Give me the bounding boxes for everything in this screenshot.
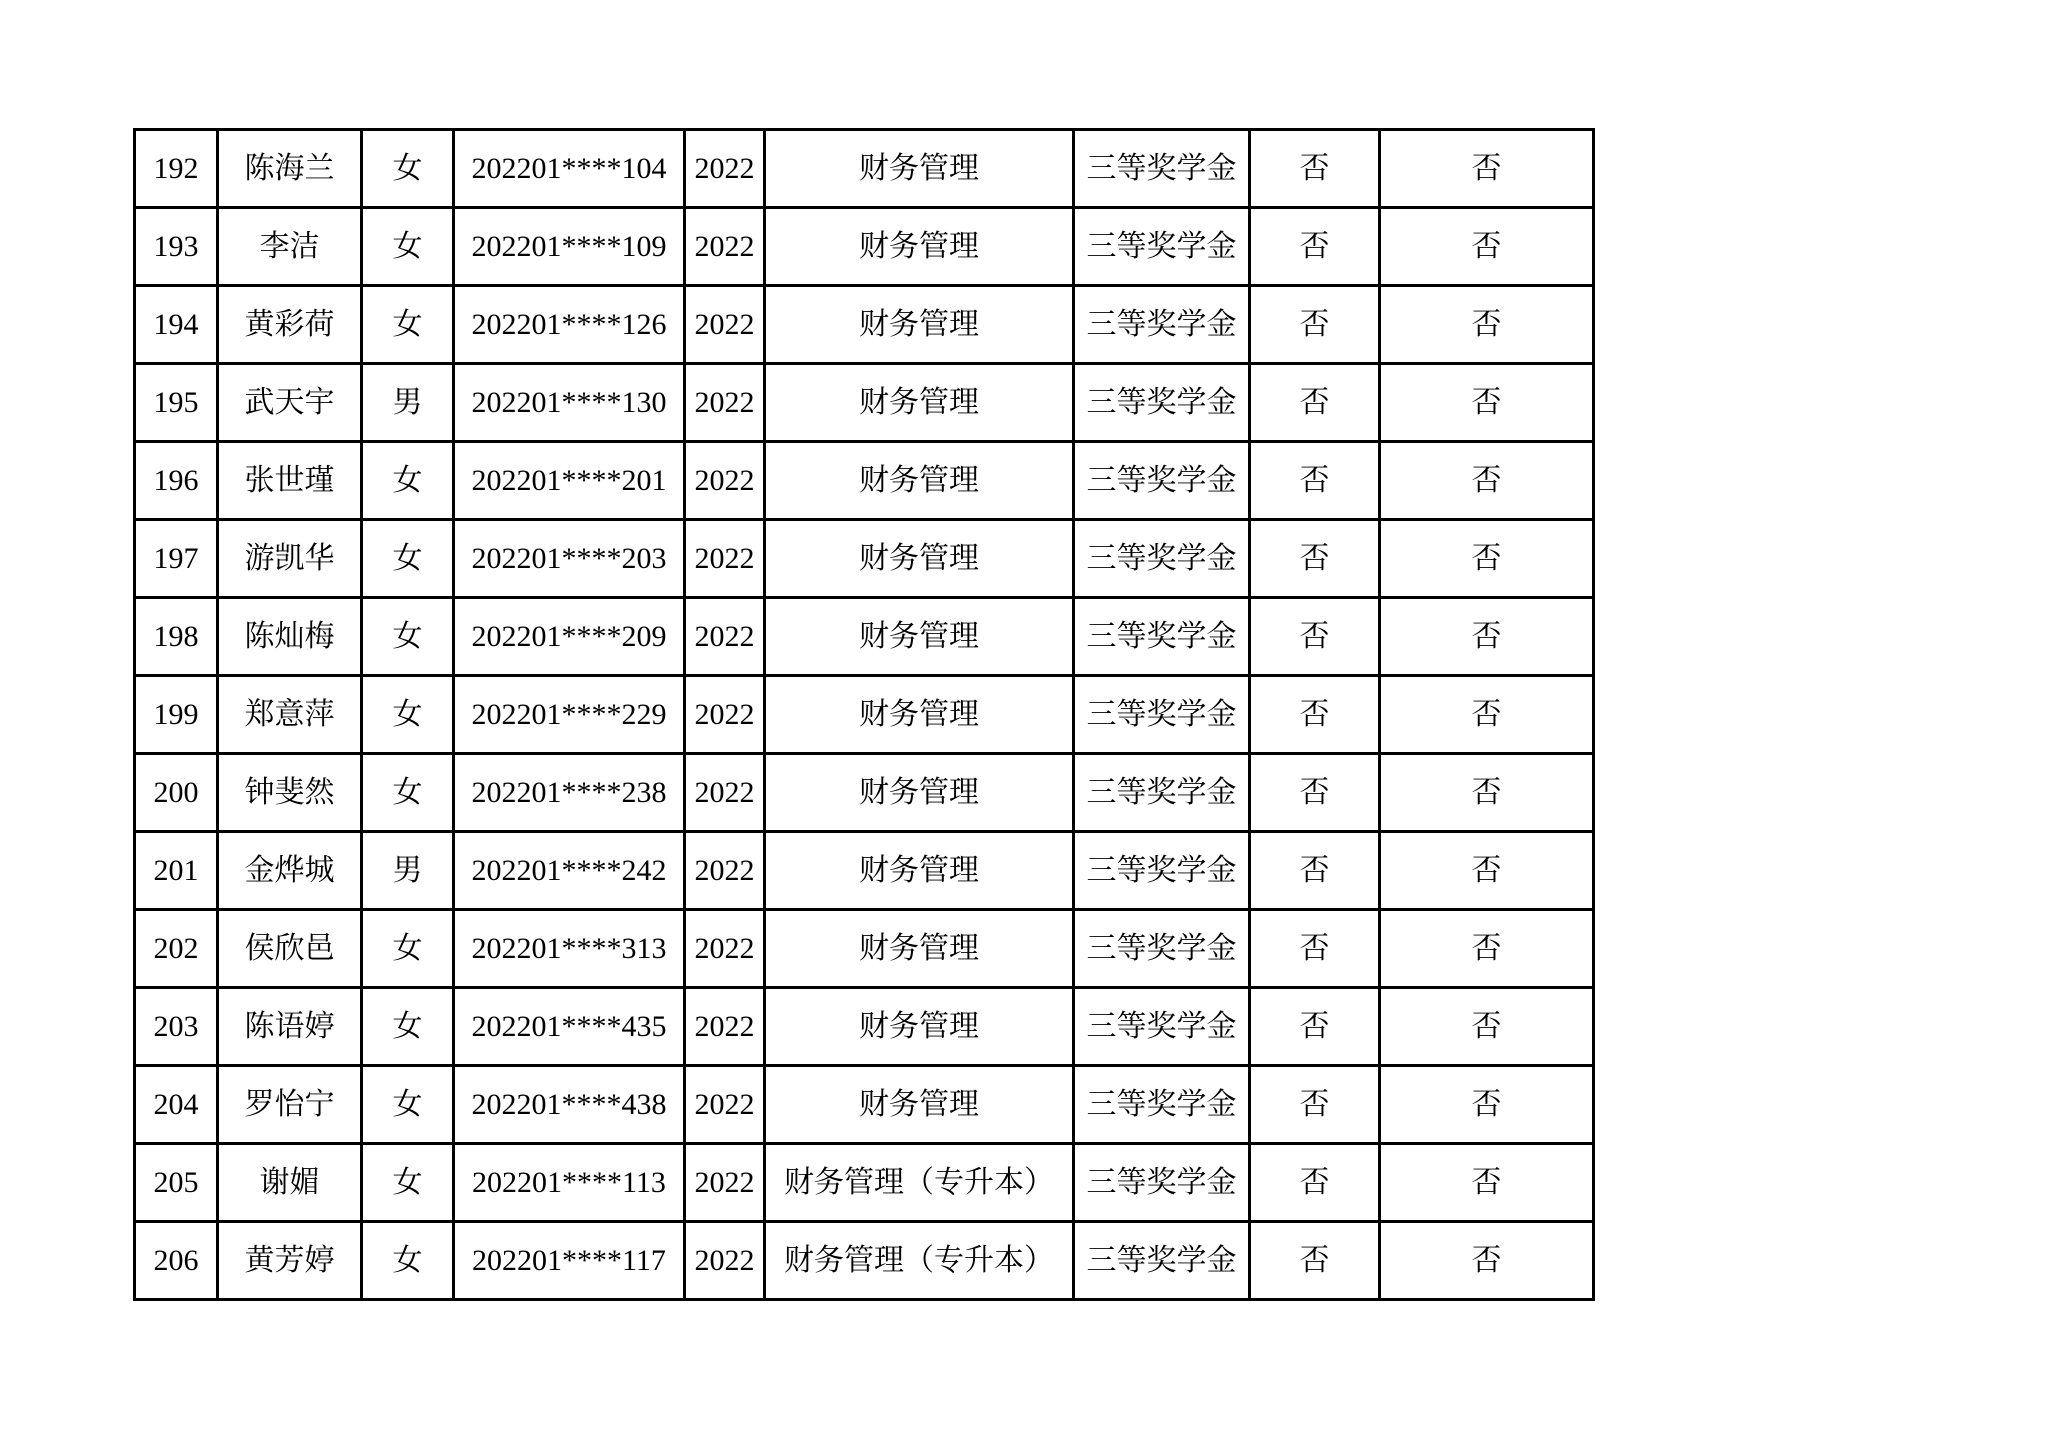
cell-no: 195 xyxy=(135,364,218,442)
table-body xyxy=(135,130,1594,1300)
table-row xyxy=(135,442,1594,520)
cell-major: 财务管理 xyxy=(765,754,1074,832)
cell-flag2: 否 xyxy=(1380,910,1594,988)
cell-name: 张世瑾 xyxy=(218,442,362,520)
cell-name: 郑意萍 xyxy=(218,676,362,754)
table-row xyxy=(135,1144,1594,1222)
cell-award: 三等奖学金 xyxy=(1074,910,1250,988)
cell-gender: 女 xyxy=(362,754,454,832)
cell-name: 李洁 xyxy=(218,208,362,286)
cell-name: 钟斐然 xyxy=(218,754,362,832)
cell-flag1: 否 xyxy=(1250,988,1380,1066)
cell-name: 游凯华 xyxy=(218,520,362,598)
table-row xyxy=(135,208,1594,286)
cell-student-id: 202201****203 xyxy=(454,520,685,598)
cell-major: 财务管理 xyxy=(765,130,1074,208)
cell-flag1: 否 xyxy=(1250,1144,1380,1222)
cell-name: 侯欣邑 xyxy=(218,910,362,988)
cell-award: 三等奖学金 xyxy=(1074,1144,1250,1222)
cell-gender: 女 xyxy=(362,520,454,598)
cell-no: 205 xyxy=(135,1144,218,1222)
cell-student-id: 202201****209 xyxy=(454,598,685,676)
cell-no: 203 xyxy=(135,988,218,1066)
cell-name: 罗怡宁 xyxy=(218,1066,362,1144)
cell-flag2: 否 xyxy=(1380,832,1594,910)
cell-flag1: 否 xyxy=(1250,754,1380,832)
cell-no: 201 xyxy=(135,832,218,910)
cell-student-id: 202201****201 xyxy=(454,442,685,520)
cell-award: 三等奖学金 xyxy=(1074,364,1250,442)
table-row xyxy=(135,754,1594,832)
cell-gender: 男 xyxy=(362,364,454,442)
cell-gender: 男 xyxy=(362,832,454,910)
cell-award: 三等奖学金 xyxy=(1074,598,1250,676)
cell-award: 三等奖学金 xyxy=(1074,286,1250,364)
cell-flag1: 否 xyxy=(1250,208,1380,286)
table-row xyxy=(135,676,1594,754)
table-row xyxy=(135,1222,1594,1300)
cell-no: 206 xyxy=(135,1222,218,1300)
cell-flag2: 否 xyxy=(1380,1222,1594,1300)
cell-gender: 女 xyxy=(362,988,454,1066)
cell-flag1: 否 xyxy=(1250,286,1380,364)
cell-flag2: 否 xyxy=(1380,364,1594,442)
cell-major: 财务管理 xyxy=(765,832,1074,910)
cell-flag1: 否 xyxy=(1250,130,1380,208)
cell-year: 2022 xyxy=(685,988,765,1066)
cell-no: 202 xyxy=(135,910,218,988)
cell-major: 财务管理 xyxy=(765,1066,1074,1144)
cell-student-id: 202201****126 xyxy=(454,286,685,364)
cell-gender: 女 xyxy=(362,598,454,676)
cell-award: 三等奖学金 xyxy=(1074,754,1250,832)
cell-no: 193 xyxy=(135,208,218,286)
table-row xyxy=(135,364,1594,442)
cell-major: 财务管理 xyxy=(765,442,1074,520)
cell-no: 198 xyxy=(135,598,218,676)
cell-student-id: 202201****435 xyxy=(454,988,685,1066)
cell-year: 2022 xyxy=(685,364,765,442)
cell-major: 财务管理 xyxy=(765,286,1074,364)
cell-flag1: 否 xyxy=(1250,1066,1380,1144)
cell-flag2: 否 xyxy=(1380,1144,1594,1222)
cell-flag1: 否 xyxy=(1250,520,1380,598)
cell-major: 财务管理 xyxy=(765,208,1074,286)
cell-no: 194 xyxy=(135,286,218,364)
cell-flag1: 否 xyxy=(1250,442,1380,520)
cell-major: 财务管理 xyxy=(765,364,1074,442)
cell-year: 2022 xyxy=(685,1222,765,1300)
cell-student-id: 202201****242 xyxy=(454,832,685,910)
cell-gender: 女 xyxy=(362,910,454,988)
table-row xyxy=(135,1066,1594,1144)
cell-year: 2022 xyxy=(685,520,765,598)
cell-student-id: 202201****104 xyxy=(454,130,685,208)
cell-flag2: 否 xyxy=(1380,520,1594,598)
cell-year: 2022 xyxy=(685,208,765,286)
cell-no: 200 xyxy=(135,754,218,832)
cell-gender: 女 xyxy=(362,286,454,364)
cell-major: 财务管理 xyxy=(765,598,1074,676)
cell-major: 财务管理（专升本） xyxy=(765,1144,1074,1222)
table-row xyxy=(135,910,1594,988)
cell-name: 谢媚 xyxy=(218,1144,362,1222)
cell-award: 三等奖学金 xyxy=(1074,1222,1250,1300)
cell-name: 金烨城 xyxy=(218,832,362,910)
cell-no: 197 xyxy=(135,520,218,598)
cell-name: 陈海兰 xyxy=(218,130,362,208)
cell-year: 2022 xyxy=(685,676,765,754)
cell-no: 196 xyxy=(135,442,218,520)
table-row xyxy=(135,988,1594,1066)
scholarship-roster-table xyxy=(133,128,1595,1301)
table-row xyxy=(135,598,1594,676)
cell-year: 2022 xyxy=(685,598,765,676)
cell-major: 财务管理（专升本） xyxy=(765,1222,1074,1300)
cell-award: 三等奖学金 xyxy=(1074,520,1250,598)
cell-name: 陈语婷 xyxy=(218,988,362,1066)
cell-flag2: 否 xyxy=(1380,130,1594,208)
cell-year: 2022 xyxy=(685,754,765,832)
cell-student-id: 202201****438 xyxy=(454,1066,685,1144)
cell-name: 黄彩荷 xyxy=(218,286,362,364)
cell-gender: 女 xyxy=(362,1066,454,1144)
cell-major: 财务管理 xyxy=(765,910,1074,988)
cell-year: 2022 xyxy=(685,1066,765,1144)
cell-year: 2022 xyxy=(685,442,765,520)
cell-flag1: 否 xyxy=(1250,1222,1380,1300)
cell-name: 黄芳婷 xyxy=(218,1222,362,1300)
cell-student-id: 202201****113 xyxy=(454,1144,685,1222)
cell-major: 财务管理 xyxy=(765,988,1074,1066)
table-row xyxy=(135,130,1594,208)
cell-flag1: 否 xyxy=(1250,676,1380,754)
cell-flag2: 否 xyxy=(1380,208,1594,286)
cell-award: 三等奖学金 xyxy=(1074,208,1250,286)
table-row xyxy=(135,832,1594,910)
cell-flag1: 否 xyxy=(1250,832,1380,910)
cell-name: 陈灿梅 xyxy=(218,598,362,676)
cell-student-id: 202201****109 xyxy=(454,208,685,286)
cell-award: 三等奖学金 xyxy=(1074,832,1250,910)
cell-flag2: 否 xyxy=(1380,754,1594,832)
cell-student-id: 202201****238 xyxy=(454,754,685,832)
cell-gender: 女 xyxy=(362,1222,454,1300)
cell-flag2: 否 xyxy=(1380,598,1594,676)
cell-major: 财务管理 xyxy=(765,520,1074,598)
cell-gender: 女 xyxy=(362,676,454,754)
cell-student-id: 202201****313 xyxy=(454,910,685,988)
cell-no: 204 xyxy=(135,1066,218,1144)
cell-gender: 女 xyxy=(362,442,454,520)
cell-gender: 女 xyxy=(362,130,454,208)
cell-student-id: 202201****130 xyxy=(454,364,685,442)
cell-award: 三等奖学金 xyxy=(1074,988,1250,1066)
cell-flag1: 否 xyxy=(1250,598,1380,676)
cell-no: 199 xyxy=(135,676,218,754)
cell-flag1: 否 xyxy=(1250,910,1380,988)
cell-flag2: 否 xyxy=(1380,286,1594,364)
cell-gender: 女 xyxy=(362,208,454,286)
cell-flag2: 否 xyxy=(1380,442,1594,520)
cell-year: 2022 xyxy=(685,910,765,988)
cell-student-id: 202201****229 xyxy=(454,676,685,754)
cell-year: 2022 xyxy=(685,832,765,910)
table-row xyxy=(135,286,1594,364)
cell-flag2: 否 xyxy=(1380,676,1594,754)
cell-flag2: 否 xyxy=(1380,1066,1594,1144)
cell-name: 武天宇 xyxy=(218,364,362,442)
cell-award: 三等奖学金 xyxy=(1074,676,1250,754)
cell-year: 2022 xyxy=(685,286,765,364)
cell-award: 三等奖学金 xyxy=(1074,1066,1250,1144)
cell-major: 财务管理 xyxy=(765,676,1074,754)
table-row xyxy=(135,520,1594,598)
cell-award: 三等奖学金 xyxy=(1074,442,1250,520)
cell-student-id: 202201****117 xyxy=(454,1222,685,1300)
cell-year: 2022 xyxy=(685,130,765,208)
cell-gender: 女 xyxy=(362,1144,454,1222)
cell-flag1: 否 xyxy=(1250,364,1380,442)
cell-year: 2022 xyxy=(685,1144,765,1222)
cell-flag2: 否 xyxy=(1380,988,1594,1066)
cell-award: 三等奖学金 xyxy=(1074,130,1250,208)
cell-no: 192 xyxy=(135,130,218,208)
